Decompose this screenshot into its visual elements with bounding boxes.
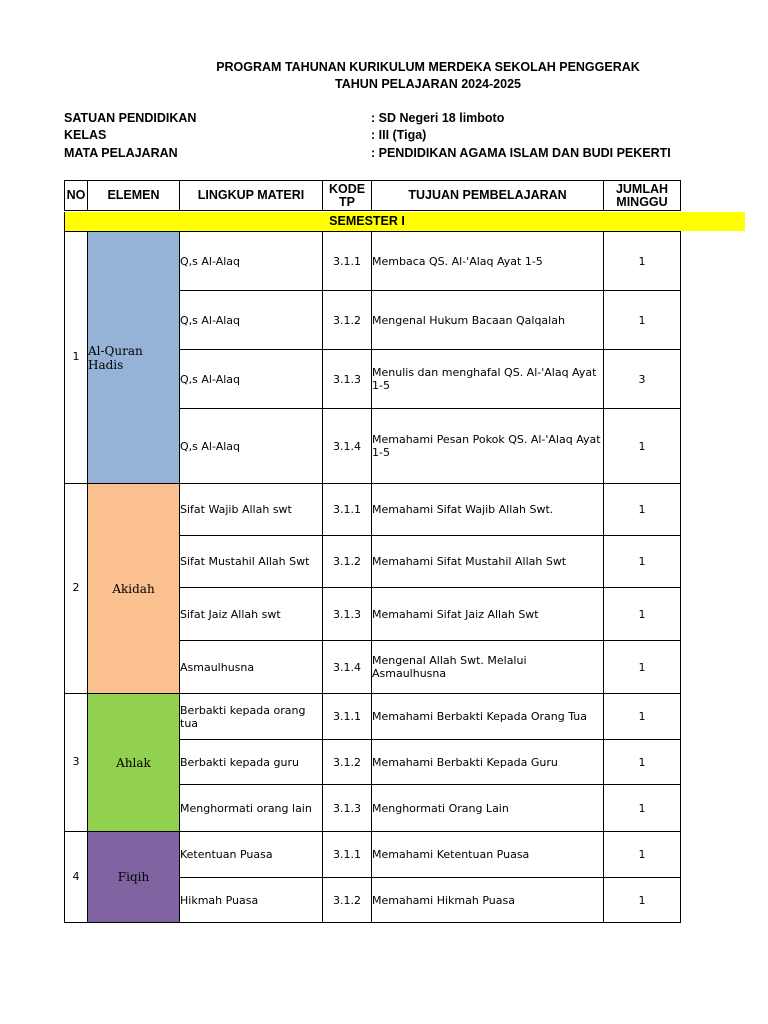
kode-tp-cell: 3.1.2 bbox=[333, 555, 361, 568]
table-top-border bbox=[64, 231, 681, 232]
header-lingkup-materi: LINGKUP MATERI bbox=[179, 180, 323, 211]
tujuan-pembelajaran-cell: Memahami Sifat Jaiz Allah Swt bbox=[372, 607, 539, 621]
lingkup-materi-cell: Berbakti kepada orang tua bbox=[180, 703, 306, 730]
row-number: 1 bbox=[72, 350, 80, 363]
lingkup-materi-cell: Sifat Jaiz Allah swt bbox=[180, 607, 281, 621]
semester-row bbox=[64, 212, 745, 231]
kode-tp-cell: 3.1.2 bbox=[333, 755, 361, 769]
info-label-kelas: KELAS bbox=[64, 128, 107, 142]
header-elemen: ELEMEN bbox=[87, 180, 180, 211]
elemen-cell: Al-Quran Hadis bbox=[88, 232, 179, 483]
kode-tp-cell: 3.1.3 bbox=[333, 801, 361, 815]
lingkup-materi-cell: Menghormati orang lain bbox=[180, 801, 312, 815]
tujuan-pembelajaran-cell: Memahami Pesan Pokok QS. Al-'Alaq Ayat 1-5 bbox=[372, 433, 601, 459]
header-tujuan-pembelajaran: TUJUAN PEMBELAJARAN bbox=[371, 180, 604, 211]
info-label-satuan: SATUAN PENDIDIKAN bbox=[64, 111, 197, 125]
lingkup-materi-cell: Asmaulhusna bbox=[180, 660, 255, 674]
tujuan-pembelajaran-cell: Memahami Hikmah Puasa bbox=[372, 893, 515, 907]
kode-tp-cell: 3.1.1 bbox=[333, 848, 361, 861]
info-label-mapel: MATA PELAJARAN bbox=[64, 146, 178, 160]
row-number: 2 bbox=[72, 581, 80, 594]
kode-tp-cell: 3.1.4 bbox=[333, 660, 361, 674]
jumlah-minggu-cell: 1 bbox=[638, 801, 646, 815]
lingkup-materi-cell: Hikmah Puasa bbox=[180, 893, 259, 907]
kode-tp-cell: 3.1.2 bbox=[333, 893, 361, 907]
jumlah-minggu-cell: 1 bbox=[638, 660, 646, 674]
lingkup-materi-cell: Q,s Al-Alaq bbox=[180, 254, 240, 268]
jumlah-minggu-cell: 1 bbox=[638, 710, 646, 723]
elemen-cell: Akidah bbox=[88, 484, 179, 693]
kode-tp-cell: 3.1.1 bbox=[333, 254, 361, 268]
tujuan-pembelajaran-cell: Memahami Berbakti Kepada Guru bbox=[372, 755, 558, 769]
lingkup-materi-cell: Q,s Al-Alaq bbox=[180, 439, 240, 453]
header-kode-tp: KODE TP bbox=[322, 180, 372, 211]
elemen-cell: Fiqih bbox=[88, 832, 179, 922]
document-title: PROGRAM TAHUNAN KURIKULUM MERDEKA SEKOLAH PENGGERAK bbox=[216, 60, 640, 74]
lingkup-materi-cell: Q,s Al-Alaq bbox=[180, 313, 240, 327]
jumlah-minggu-cell: 1 bbox=[638, 313, 646, 327]
kode-tp-cell: 3.1.1 bbox=[333, 503, 361, 516]
kode-tp-cell: 3.1.3 bbox=[333, 372, 361, 386]
tujuan-pembelajaran-cell: Mengenal Hukum Bacaan Qalqalah bbox=[372, 313, 565, 327]
header-no: NO bbox=[64, 180, 88, 211]
tujuan-pembelajaran-cell: Memahami Sifat Wajib Allah Swt. bbox=[372, 503, 554, 516]
elemen-cell: Ahlak bbox=[88, 694, 179, 831]
lingkup-materi-cell: Sifat Mustahil Allah Swt bbox=[180, 555, 310, 568]
group-divider bbox=[64, 922, 681, 923]
tujuan-pembelajaran-cell: Memahami Sifat Mustahil Allah Swt bbox=[372, 555, 567, 568]
jumlah-minggu-cell: 1 bbox=[638, 893, 646, 907]
jumlah-minggu-cell: 1 bbox=[638, 607, 646, 621]
header-jumlah-minggu: JUMLAH MINGGU bbox=[603, 180, 681, 211]
tujuan-pembelajaran-cell: Memahami Berbakti Kepada Orang Tua bbox=[372, 710, 587, 723]
info-value-kelas: : III (Tiga) bbox=[371, 128, 427, 142]
lingkup-materi-cell: Q,s Al-Alaq bbox=[180, 372, 240, 386]
lingkup-materi-cell: Ketentuan Puasa bbox=[180, 848, 273, 861]
kode-tp-cell: 3.1.4 bbox=[333, 439, 361, 453]
jumlah-minggu-cell: 1 bbox=[638, 848, 646, 861]
jumlah-minggu-cell: 1 bbox=[638, 254, 646, 268]
tujuan-pembelajaran-cell: Memahami Ketentuan Puasa bbox=[372, 848, 530, 861]
info-value-satuan: : SD Negeri 18 limboto bbox=[371, 111, 505, 125]
jumlah-minggu-cell: 3 bbox=[638, 372, 646, 386]
row-number: 3 bbox=[72, 755, 80, 768]
kode-tp-cell: 3.1.2 bbox=[333, 313, 361, 327]
jumlah-minggu-cell: 1 bbox=[638, 503, 646, 516]
border-right bbox=[680, 231, 681, 922]
kode-tp-cell: 3.1.1 bbox=[333, 710, 361, 723]
semester-label: SEMESTER I bbox=[329, 214, 405, 228]
row-number: 4 bbox=[72, 869, 80, 883]
border-left bbox=[64, 231, 65, 922]
jumlah-minggu-cell: 1 bbox=[638, 555, 646, 568]
kode-tp-cell: 3.1.3 bbox=[333, 607, 361, 621]
lingkup-materi-cell: Sifat Wajib Allah swt bbox=[180, 503, 292, 516]
lingkup-materi-cell: Berbakti kepada guru bbox=[180, 755, 299, 769]
tujuan-pembelajaran-cell: Membaca QS. Al-'Alaq Ayat 1-5 bbox=[372, 254, 543, 268]
jumlah-minggu-cell: 1 bbox=[638, 755, 646, 769]
info-value-mapel: : PENDIDIKAN AGAMA ISLAM DAN BUDI PEKERTI bbox=[371, 146, 671, 160]
tujuan-pembelajaran-cell: Mengenal Allah Swt. Melalui Asmaulhusna bbox=[372, 654, 527, 680]
document-subtitle: TAHUN PELAJARAN 2024-2025 bbox=[335, 77, 521, 91]
tujuan-pembelajaran-cell: Menghormati Orang Lain bbox=[372, 801, 509, 815]
tujuan-pembelajaran-cell: Menulis dan menghafal QS. Al-'Alaq Ayat 1-5 bbox=[372, 366, 597, 392]
jumlah-minggu-cell: 1 bbox=[638, 439, 646, 453]
